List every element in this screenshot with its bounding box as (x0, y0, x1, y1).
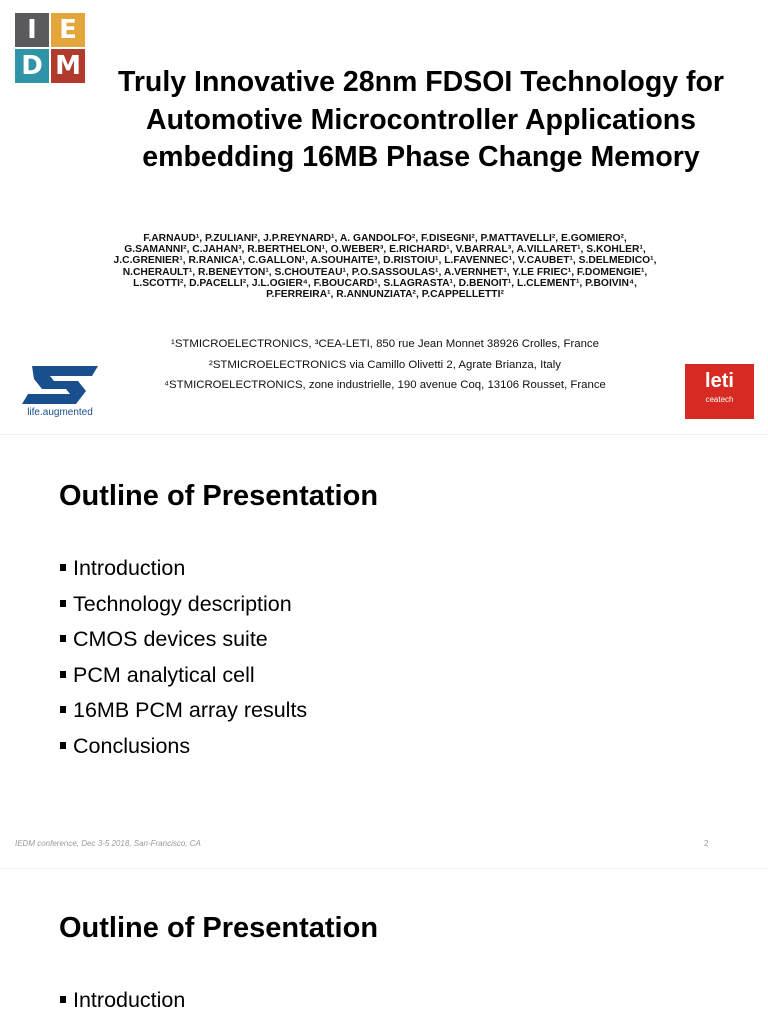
iedm-logo-tile-i: I (15, 13, 49, 47)
iedm-logo-tile-m: M (51, 49, 85, 83)
affiliation-list (125, 334, 645, 396)
leti-logo (685, 364, 754, 419)
outline-item (60, 552, 307, 588)
outline-item-label: Conclusions (73, 733, 191, 758)
iedm-logo-tile-e: E (51, 13, 85, 47)
outline-list (60, 552, 307, 765)
outline-item-label: Technology description (73, 591, 292, 616)
outline-list (60, 984, 185, 1020)
leti-logo-word: leti (705, 370, 734, 392)
outline-item-label: Introduction (73, 556, 186, 580)
square-bullet-icon (60, 706, 66, 713)
author-line: F.ARNAUD¹, P.ZULIANI², J.P.REYNARD¹, A. GANDOLFO², F.DISEGNI², P.MATTAVELLI², E.GOMIERO², (143, 233, 627, 244)
author-list (55, 233, 715, 300)
outline-item-label: PCM analytical cell (73, 662, 255, 687)
outline-slide (0, 434, 768, 868)
slide-footer: IEDM conference, Dec 3-5 2018, San-Francisco, CA (15, 839, 201, 848)
outline-item (60, 623, 307, 659)
author-line: J.C.GRENIER¹, R.RANICA¹, C.GALLON¹, A.SOUHAITE³, D.RISTOIU¹, L.FAVENNEC¹, V.CAUBET¹, S.DELMEDICO¹, (113, 255, 657, 267)
outline-item-label: Introduction (73, 988, 186, 1012)
square-bullet-icon (60, 600, 66, 607)
st-tagline-suffix: .augmented (39, 407, 93, 418)
leti-logo-subtitle: ceatech (705, 395, 734, 404)
st-logo (20, 364, 100, 420)
author-line: P.FERREIRA¹, R.ANNUNZIATA², P.CAPPELLETTI² (266, 289, 504, 301)
square-bullet-icon (60, 671, 66, 678)
page-number: 2 (704, 839, 709, 848)
square-bullet-icon (60, 635, 66, 642)
square-bullet-icon (60, 564, 66, 571)
outline-item (60, 588, 307, 624)
outline-item (60, 984, 185, 1020)
outline-item (60, 659, 307, 695)
title-slide (0, 0, 768, 434)
iedm-logo (15, 13, 85, 83)
affiliation-line: ⁴STMICROELECTRONICS, zone industrielle, 190 avenue Coq, 13106 Rousset, France (164, 379, 606, 391)
affiliation-line: ²STMICROELECTRONICS via Camillo Olivetti 2, Agrate Brianza, Italy (209, 358, 561, 371)
square-bullet-icon (60, 742, 66, 749)
outline-item-label: 16MB PCM array results (73, 698, 308, 722)
presentation-title: Truly Innovative 28nm FDSOI Technology for Automotive Microcontroller Applications embedding 16MB Phase Change Memory (118, 66, 724, 173)
outline-item (60, 694, 307, 730)
outline-slide-partial (0, 868, 768, 1024)
square-bullet-icon (60, 996, 66, 1003)
outline-title: Outline of Presentation (59, 480, 379, 512)
affiliation-line: ¹STMICROELECTRONICS, ³CEA-LETI, 850 rue Jean Monnet 38926 Crolles, France (171, 338, 599, 350)
st-tagline-prefix: life (27, 407, 40, 418)
iedm-logo-tile-d: D (15, 49, 49, 83)
author-line: N.CHERAULT¹, R.BENEYTON¹, S.CHOUTEAU¹, P.O.SASSOULAS¹, A.VERNHET¹, Y.LE FRIEC¹, F.DOMENGIE¹, (122, 266, 648, 278)
outline-item (60, 730, 307, 766)
outline-title: Outline of Presentation (59, 912, 379, 944)
st-tagline (20, 407, 100, 418)
outline-item-label: CMOS devices suite (73, 627, 268, 651)
author-line: G.SAMANNI², C.JAHAN³, R.BERTHELON¹, O.WEBER³, E.RICHARD¹, V.BARRAL³, A.VILLARET¹, S.KOHLER¹, (124, 244, 646, 256)
st-logo-mark-icon (20, 364, 100, 406)
author-line: L.SCOTTI², D.PACELLI², J.L.OGIER⁴, F.BOUCARD¹, S.LAGRASTA¹, D.BENOIT¹, L.CLEMENT¹, P.BOIVIN⁴, (133, 277, 637, 289)
